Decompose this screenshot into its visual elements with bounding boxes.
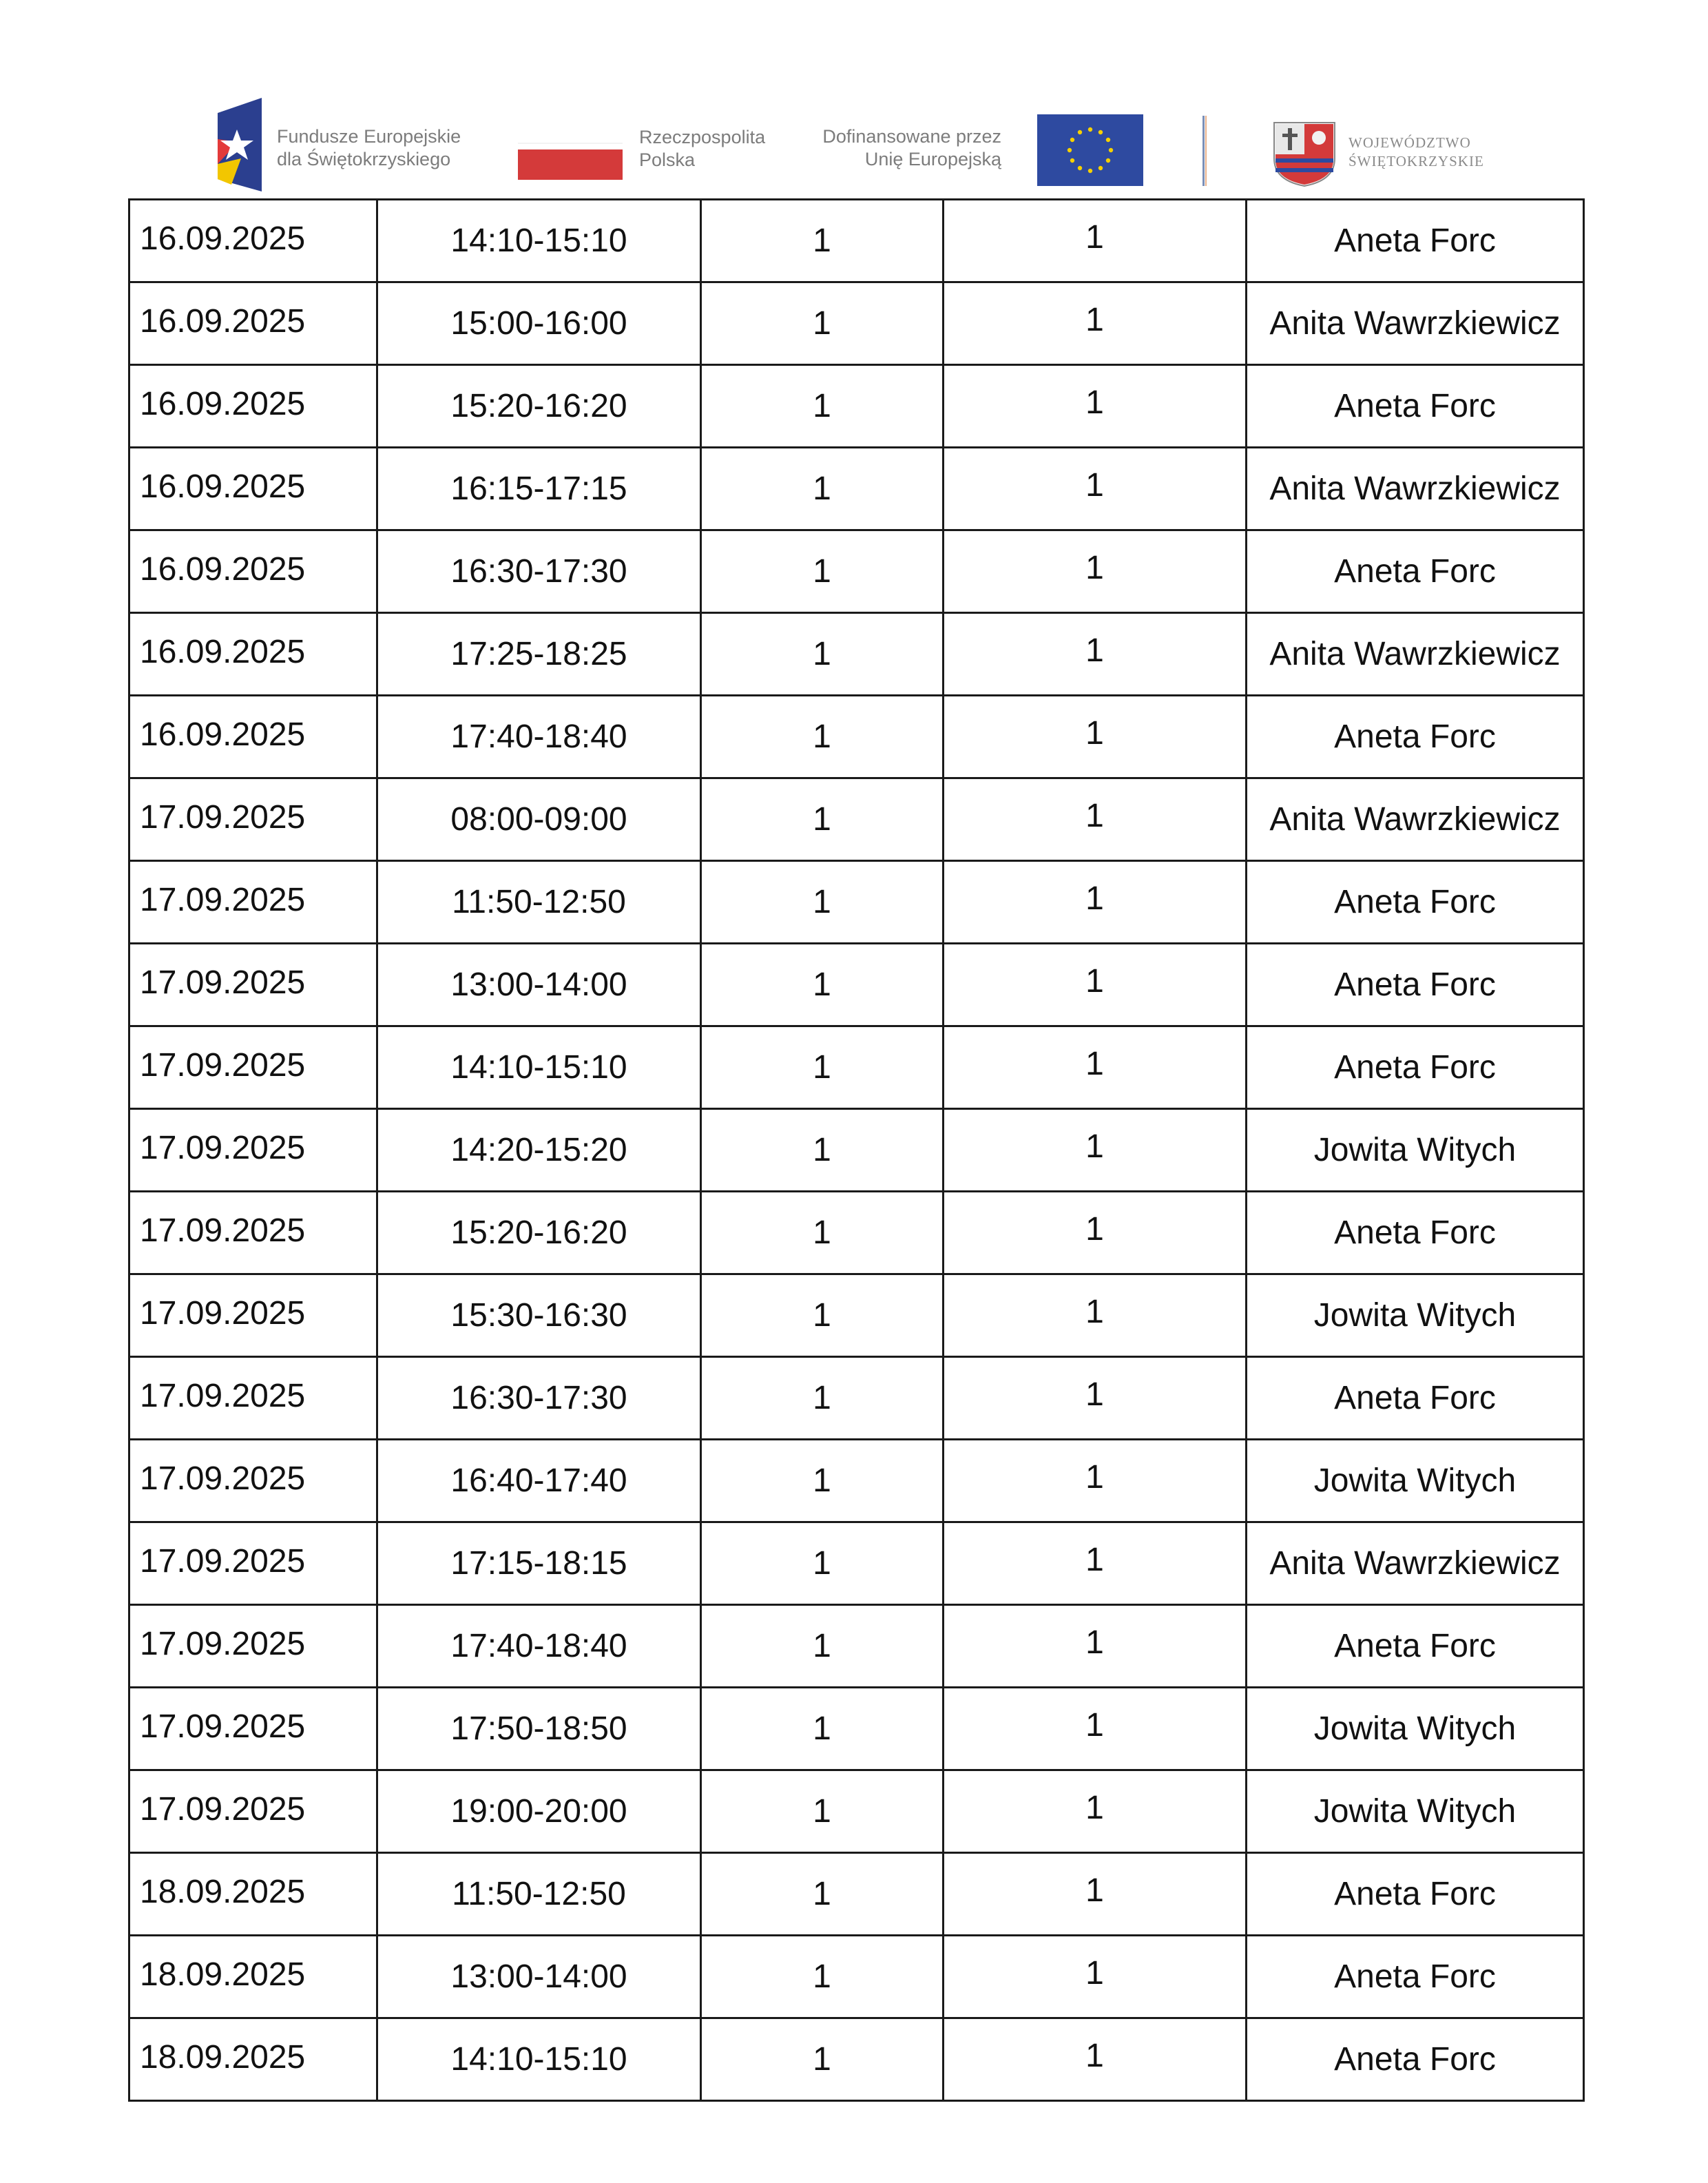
specialist-name-cell: Anita Wawrzkiewicz: [1247, 613, 1584, 696]
count-cell: 1: [701, 448, 944, 530]
table-row: [129, 365, 1584, 448]
count-cell: 1: [701, 1936, 944, 2018]
session-date-cell: 17.09.2025: [129, 1192, 377, 1274]
schedule-table-body: [129, 200, 1584, 2101]
hours-cell: 1: [944, 696, 1247, 778]
count-cell: 1: [701, 365, 944, 448]
session-date-cell: 17.09.2025: [129, 861, 377, 944]
hours-cell: 1: [944, 1770, 1247, 1853]
specialist-name-cell: Aneta Forc: [1247, 1192, 1584, 1274]
table-row: [129, 1605, 1584, 1688]
table-row: [129, 448, 1584, 530]
session-time-cell: 15:00-16:00: [377, 282, 701, 365]
count-cell: 1: [701, 1853, 944, 1936]
table-row: [129, 2018, 1584, 2101]
count-cell: 1: [701, 1274, 944, 1357]
specialist-name-cell: Aneta Forc: [1247, 861, 1584, 944]
specialist-name-cell: Jowita Witych: [1247, 1274, 1584, 1357]
hours-cell: 1: [944, 861, 1247, 944]
fe-star-emblem-icon: [211, 98, 266, 192]
wojewodztwo-swietokrzyskie-logo: [1271, 116, 1499, 187]
specialist-name-cell: Aneta Forc: [1247, 365, 1584, 448]
table-row: [129, 1109, 1584, 1192]
session-date-cell: 17.09.2025: [129, 1522, 377, 1605]
hours-cell: 1: [944, 1688, 1247, 1770]
session-time-cell: 14:10-15:10: [377, 200, 701, 282]
table-row: [129, 1522, 1584, 1605]
specialist-name-cell: Anita Wawrzkiewicz: [1247, 778, 1584, 861]
hours-cell: 1: [944, 200, 1247, 282]
hours-cell: 1: [944, 778, 1247, 861]
session-time-cell: 15:20-16:20: [377, 1192, 701, 1274]
fe-logo-line1: Fundusze Europejskie: [277, 126, 461, 147]
count-cell: 1: [701, 1770, 944, 1853]
session-date-cell: 17.09.2025: [129, 1026, 377, 1109]
count-cell: 1: [701, 861, 944, 944]
table-row: [129, 200, 1584, 282]
rp-logo-line2: Polska: [639, 149, 696, 170]
table-row: [129, 696, 1584, 778]
table-row: [129, 944, 1584, 1026]
count-cell: 1: [701, 1026, 944, 1109]
specialist-name-cell: Aneta Forc: [1247, 530, 1584, 613]
session-time-cell: 16:30-17:30: [377, 530, 701, 613]
hours-cell: 1: [944, 1026, 1247, 1109]
session-date-cell: 16.09.2025: [129, 200, 377, 282]
session-time-cell: 17:25-18:25: [377, 613, 701, 696]
table-row: [129, 1770, 1584, 1853]
count-cell: 1: [701, 530, 944, 613]
table-row: [129, 1853, 1584, 1936]
session-date-cell: 17.09.2025: [129, 1357, 377, 1440]
session-time-cell: 08:00-09:00: [377, 778, 701, 861]
specialist-name-cell: Aneta Forc: [1247, 1605, 1584, 1688]
specialist-name-cell: Anita Wawrzkiewicz: [1247, 448, 1584, 530]
table-row: [129, 1688, 1584, 1770]
fundusze-europejskie-logo: [211, 98, 486, 194]
hours-cell: 1: [944, 2018, 1247, 2101]
table-row: [129, 778, 1584, 861]
session-time-cell: 17:40-18:40: [377, 1605, 701, 1688]
specialist-name-cell: Aneta Forc: [1247, 944, 1584, 1026]
session-date-cell: 18.09.2025: [129, 1936, 377, 2018]
table-row: [129, 1026, 1584, 1109]
session-time-cell: 14:20-15:20: [377, 1109, 701, 1192]
session-time-cell: 17:50-18:50: [377, 1688, 701, 1770]
session-date-cell: 17.09.2025: [129, 1109, 377, 1192]
hours-cell: 1: [944, 613, 1247, 696]
session-time-cell: 16:40-17:40: [377, 1440, 701, 1522]
session-date-cell: 18.09.2025: [129, 2018, 377, 2101]
hours-cell: 1: [944, 1357, 1247, 1440]
specialist-name-cell: Aneta Forc: [1247, 1853, 1584, 1936]
session-date-cell: 17.09.2025: [129, 778, 377, 861]
table-row: [129, 1357, 1584, 1440]
table-row: [129, 861, 1584, 944]
session-time-cell: 17:15-18:15: [377, 1522, 701, 1605]
hours-cell: 1: [944, 448, 1247, 530]
specialist-name-cell: Aneta Forc: [1247, 200, 1584, 282]
hours-cell: 1: [944, 1109, 1247, 1192]
logo-strip: [0, 0, 1708, 200]
eu-logo-line2: Unię Europejską: [864, 149, 1001, 169]
table-row: [129, 530, 1584, 613]
specialist-name-cell: Aneta Forc: [1247, 1026, 1584, 1109]
hours-cell: 1: [944, 1440, 1247, 1522]
session-date-cell: 17.09.2025: [129, 1274, 377, 1357]
specialist-name-cell: Anita Wawrzkiewicz: [1247, 1522, 1584, 1605]
table-row: [129, 282, 1584, 365]
polish-flag-icon: [518, 143, 623, 180]
logo-separator: [1202, 116, 1207, 186]
session-date-cell: 16.09.2025: [129, 365, 377, 448]
session-date-cell: 16.09.2025: [129, 448, 377, 530]
session-time-cell: 11:50-12:50: [377, 1853, 701, 1936]
fe-logo-line2: dla Świętokrzyskiego: [277, 149, 451, 169]
schedule-table: [128, 198, 1585, 2102]
specialist-name-cell: Jowita Witych: [1247, 1109, 1584, 1192]
count-cell: 1: [701, 1688, 944, 1770]
session-time-cell: 19:00-20:00: [377, 1770, 701, 1853]
session-time-cell: 15:30-16:30: [377, 1274, 701, 1357]
count-cell: 1: [701, 1109, 944, 1192]
specialist-name-cell: Jowita Witych: [1247, 1440, 1584, 1522]
session-date-cell: 16.09.2025: [129, 530, 377, 613]
hours-cell: 1: [944, 1605, 1247, 1688]
count-cell: 1: [701, 282, 944, 365]
eu-flag-icon: [1037, 114, 1143, 186]
specialist-name-cell: Anita Wawrzkiewicz: [1247, 282, 1584, 365]
hours-cell: 1: [944, 1522, 1247, 1605]
rp-logo-line1: Rzeczpospolita: [639, 127, 766, 147]
session-date-cell: 17.09.2025: [129, 1770, 377, 1853]
count-cell: 1: [701, 1192, 944, 1274]
session-date-cell: 18.09.2025: [129, 1853, 377, 1936]
hours-cell: 1: [944, 1274, 1247, 1357]
session-time-cell: 16:30-17:30: [377, 1357, 701, 1440]
session-date-cell: 16.09.2025: [129, 282, 377, 365]
session-time-cell: 16:15-17:15: [377, 448, 701, 530]
session-time-cell: 17:40-18:40: [377, 696, 701, 778]
hours-cell: 1: [944, 365, 1247, 448]
session-date-cell: 16.09.2025: [129, 696, 377, 778]
region-logo-line1: WOJEWÓDZTWO: [1348, 134, 1471, 151]
eu-logo-line1: Dofinansowane przez: [822, 126, 1001, 147]
hours-cell: 1: [944, 1192, 1247, 1274]
coat-of-arms-icon: [1271, 116, 1337, 187]
count-cell: 1: [701, 778, 944, 861]
specialist-name-cell: Jowita Witych: [1247, 1770, 1584, 1853]
session-date-cell: 17.09.2025: [129, 1440, 377, 1522]
rzeczpospolita-polska-logo: [518, 121, 780, 189]
count-cell: 1: [701, 1357, 944, 1440]
session-time-cell: 14:10-15:10: [377, 2018, 701, 2101]
session-date-cell: 17.09.2025: [129, 944, 377, 1026]
session-date-cell: 17.09.2025: [129, 1688, 377, 1770]
session-time-cell: 13:00-14:00: [377, 1936, 701, 2018]
count-cell: 1: [701, 1522, 944, 1605]
session-time-cell: 14:10-15:10: [377, 1026, 701, 1109]
specialist-name-cell: Jowita Witych: [1247, 1688, 1584, 1770]
session-date-cell: 16.09.2025: [129, 613, 377, 696]
count-cell: 1: [701, 1440, 944, 1522]
hours-cell: 1: [944, 282, 1247, 365]
hours-cell: 1: [944, 530, 1247, 613]
session-date-cell: 17.09.2025: [129, 1605, 377, 1688]
count-cell: 1: [701, 1605, 944, 1688]
eu-cofunding-logo: [813, 114, 1143, 190]
specialist-name-cell: Aneta Forc: [1247, 2018, 1584, 2101]
hours-cell: 1: [944, 944, 1247, 1026]
count-cell: 1: [701, 696, 944, 778]
session-time-cell: 11:50-12:50: [377, 861, 701, 944]
table-row: [129, 1440, 1584, 1522]
count-cell: 1: [701, 200, 944, 282]
specialist-name-cell: Aneta Forc: [1247, 1936, 1584, 2018]
session-time-cell: 13:00-14:00: [377, 944, 701, 1026]
specialist-name-cell: Aneta Forc: [1247, 696, 1584, 778]
table-row: [129, 1192, 1584, 1274]
count-cell: 1: [701, 2018, 944, 2101]
table-row: [129, 613, 1584, 696]
count-cell: 1: [701, 613, 944, 696]
count-cell: 1: [701, 944, 944, 1026]
table-row: [129, 1936, 1584, 2018]
region-logo-line2: ŚWIĘTOKRZYSKIE: [1348, 153, 1484, 169]
hours-cell: 1: [944, 1853, 1247, 1936]
specialist-name-cell: Aneta Forc: [1247, 1357, 1584, 1440]
session-time-cell: 15:20-16:20: [377, 365, 701, 448]
hours-cell: 1: [944, 1936, 1247, 2018]
table-row: [129, 1274, 1584, 1357]
